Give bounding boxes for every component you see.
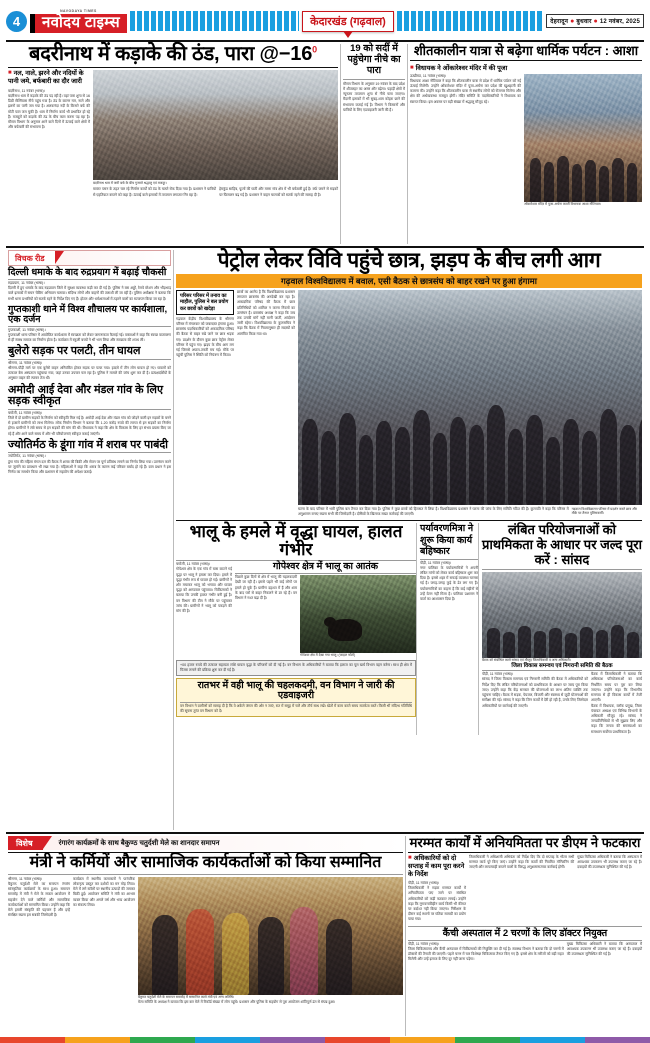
lead-col1-body: छात्रों का आरोप है कि विश्वविद्यालय प्रशासन लगातार छात्रसंघ की अनदेखी कर रहा है। अकादमिक परिषद की बैठक में छात्र प्रतिनिधियों को शामिल न करना नियमों का उल्लंघन है। छात्रसंघ अध्यक्ष ने कहा कि जब तक उनकी मांगें नहीं मानी जातीं, आंदोलन जारी रहेगा। विश्वविद्यालय के कुलसचिव ने कहा कि बैठक में नियमानुसार ही सदस्यों को आमंत्रित किया गया था।: [237, 290, 295, 336]
minister-body-3: मेला समिति के अध्यक्ष ने बताया कि इस बार मेले में रिकॉर्ड संख्या में लोग पहुंचे। प्रशासन और पुलिस के सहयोग से पूरा आयोजन शांतिपूर्ण ढंग से संपन्न हुआ।: [138, 1000, 336, 1005]
dateline-day: बुधवार: [576, 19, 592, 25]
minister-photo-figures: [138, 877, 403, 995]
bear-right: [235, 562, 416, 657]
story-temperature-forecast: [341, 44, 408, 244]
left-story-1-body: गुप्तकाशी थाना परिसर में आयोजित कार्यशाला में स्वच्छता को लेकर जागरूकता फैलाई गई। वक्ताओं ने कहा कि स्वच्छ वातावरण से ही स्वस्थ समाज का निर्माण होता है। कार्यक्रम में स्कूली बच्चों ने भी भाग लिया और स्वच्छता की शपथ ली।: [8, 332, 171, 343]
badrinath-col-1: [8, 70, 90, 198]
mp-body: सांसद ने जिला विकास समन्वय एवं निगरानी समिति की बैठक में अधिकारियों को निर्देश दिए कि लंबित परियोजनाओं को प्राथमिकता के आधार पर जल्द पूरा किया जाए। उन्होंने कहा कि केंद्र सरकार की योजनाओं का लाभ अंतिम व्यक्ति तक पहुंचना चाहिए। बैठक में सड़क, पेयजल, बिजली और स्वास्थ्य से जुड़ी योजनाओं की समीक्षा की गई। सांसद ने कहा कि जिन कार्यों में देरी हो रही है, उनके लिए जिम्मेदार अधिकारियों पर कार्रवाई की जाएगी।: [482, 677, 589, 708]
mp-photo-figures: [482, 572, 642, 658]
lead-photo-caption: गढ़वाल विश्वविद्यालय परिसर में प्रदर्शन करते छात्र और मौके पर तैनात पुलिसकर्मी।: [571, 507, 637, 516]
left-rail-label: विचक रीड: [9, 251, 55, 265]
left-rail-story-0: [8, 268, 171, 302]
story-university-protest: [176, 250, 642, 517]
left-story-3-byline: चमोली, 11 नवंबर (भाषा)।: [8, 410, 43, 415]
yatra-headline: शीतकालीन यात्रा से बढ़ेगा धार्मिक पर्यटन : आशा: [413, 43, 639, 58]
left-story-4-headline: ज्योतिर्मठ के डूंगा गांव में शराब पर पाबंदी: [8, 438, 169, 451]
yatra-photo-figures: [524, 74, 642, 202]
dm-col-3: [577, 855, 642, 923]
lead-col-1: [237, 290, 295, 517]
dm-headline: मरम्मत कार्यों में अनियमितता पर डीएम ने फटकारा: [409, 835, 641, 850]
minister-photo: [138, 877, 403, 995]
left-story-0-byline: रुद्रप्रयाग, 11 नवंबर (भाषा)।: [8, 280, 45, 285]
badrinath-mid-body: मास्टर प्लान के तहत चल रहे निर्माण कार्यों को ठंड के चलते रोक दिया गया है। प्रशासन ने यात्रियों से एहतियात बरतने को कहा है। ऊंचाई वाले इलाकों में तापमान लगातार गिर रहा है।: [93, 187, 217, 197]
dm-col-1: [408, 855, 466, 923]
bear-body: गोपेश्वर क्षेत्र के एक गांव में घास काटने गई वृद्धा पर भालू ने हमला कर दिया। हमले में वृद्धा गंभीर रूप से घायल हो गई। ग्रामीणों ने शोर मचाकर भालू को भगाया और घायल वृद्धा को अस्पताल पहुंचाया। चिकित्सकों ने बताया कि उनकी हालत गंभीर बनी हुई है। वन विभाग की टीम ने मौके पर पहुंचकर जांच की। ग्रामीणों ने भालू को पकड़ने की मांग की है।: [176, 567, 232, 613]
dm-body-3: मुख्य चिकित्सा अधिकारी ने बताया कि अस्पताल में आवश्यक उपकरण भी उपलब्ध कराए जा रहे हैं। दवाइयों की उपलब्धता सुनिश्चित की गई है।: [577, 854, 642, 870]
badrinath-col-2: [93, 187, 216, 197]
lead-photo-col: [298, 290, 642, 517]
lead-col-2: [298, 507, 569, 517]
mp-byline: पौड़ी, 11 नवंबर (भाषा)।: [482, 672, 514, 677]
mp-subhead: जिला विकास समन्वय एवं निगरानी समिति की बैठक: [511, 662, 613, 669]
minister-headline: मंत्री ने कर्मियों और सामाजिक कार्यकर्ताओं को किया सम्मानित: [29, 854, 382, 871]
bottom-kicker: रंगारंग कार्यक्रमों के साथ बैकुण्ठ चतुर्दशी मेले का शानदार समापन: [58, 839, 220, 847]
env-headline: पर्यावरणमित्रा ने शुरू किया कार्य बहिष्कार: [420, 523, 474, 558]
decorative-bars-right: [397, 11, 543, 31]
left-story-3-headline: अमोदी आई देवा और मंडल गांव के लिए सड़क स्वीकृत: [8, 383, 164, 408]
forecast-rule: [343, 79, 405, 80]
masthead: [6, 0, 644, 38]
left-story-1-headline: गुप्तकाशी थाने में विश्व शौचालय पर कार्यशाला, एक दर्जन: [8, 303, 168, 325]
badrinath-col3-body: हेमकुंड साहिब, फूलों की घाटी और माणा गांव क्षेत्र में भी बर्फबारी हुई है। बर्फ जमने से सड़कों पर फिसलन बढ़ गई है। प्रशासन ने वाहन चालकों को सतर्क रहने की सलाह दी है।: [219, 187, 338, 197]
dm-body: जिलाधिकारी ने सड़क मरम्मत कार्यों में अनियमितता पाए जाने पर संबंधित अधिकारियों को कड़ी फटकार लगाई। उन्होंने कहा कि गुणवत्ताविहीन कार्य किसी भी कीमत पर बर्दाश्त नहीं किया जाएगा। निरीक्षण के दौरान कई स्थानों पर घटिया सामग्री का प्रयोग पाया गया।: [408, 886, 466, 922]
dateline-city: देहरादून: [550, 19, 569, 25]
left-rail-story-2: [8, 346, 171, 381]
bear-photo-col: [300, 575, 416, 657]
minister-byline: श्रीनगर, 11 नवंबर (भाषा)।: [8, 876, 43, 881]
left-story-2-headline: बुलेरो सड़क पर पलटी, तीन घायल: [8, 345, 141, 358]
yatra-byline: ऊखीमठ, 11 नवंबर (भाषा)।: [410, 73, 447, 78]
lead-box-head: परिसर परिसर में तनाव का माहौल, पुलिस ने बल प्रयोग कर छात्रों को खदेड़ा: [180, 293, 229, 312]
lead-headline: पेट्रोल लेकर विवि पहुंचे छात्र, झड़प के बीच लगी आग: [217, 249, 601, 272]
dateline-date: 12 नवंबर, 2025: [599, 19, 640, 25]
dm-sub-headline: कैंची अस्पताल में 2 चरणों के लिए डॉक्टर नियुक्त: [442, 927, 608, 939]
dm-sub-col-1: [408, 942, 564, 963]
minister-photo-col: [138, 877, 403, 1006]
minister-body-2: कार्यक्रम में स्थानीय कलाकारों ने पारंपरिक लोकनृत्य प्रस्तुत कर दर्शकों का मन मोह लिया। मेले में लगे स्टॉलों पर स्थानीय उत्पादों की जमकर बिक्री हुई। आयोजन समिति ने मंत्री का आभार व्यक्त किया और अगले वर्ष और भव्य आयोजन का संकल्प लिया।: [73, 876, 135, 907]
center-right-region: [174, 250, 644, 830]
badrinath-col-3: [219, 187, 338, 197]
left-story-4-body: डूंगा गांव की महिला मंगल दल की बैठक में शराब की बिक्री और सेवन पर पूर्ण प्रतिबंध लगाने का निर्णय लिया गया। उल्लंघन करने पर जुर्माने का प्रावधान भी रखा गया है। महिलाओं ने कहा कि शराब के कारण कई परिवार बर्बाद हो रहे हैं। ग्राम प्रधान ने इस निर्णय का समर्थन किया और प्रशासन से सहयोग की अपेक्षा जताई।: [8, 459, 171, 474]
dm-sub-body-2: मुख्य चिकित्सा अधिकारी ने बताया कि अस्पताल में आवश्यक उपकरण भी उपलब्ध कराए जा रहे हैं। दवाइयों की उपलब्धता सुनिश्चित की गई है।: [566, 941, 642, 957]
story-bear-attack: [176, 523, 417, 734]
forecast-body: मौसम विभाग के अनुसार 19 नवंबर के बाद प्रदेश में शीतलहर का असर और बढ़ेगा। पहाड़ी क्षेत्रों में न्यूनतम तापमान शून्य से नीचे चला जाएगा। मैदानी इलाकों में भी सुबह-शाम कोहरा छाने की संभावना जताई गई है। विभाग ने किसानों और यात्रियों के लिए एडवाइजरी जारी की है।: [343, 81, 405, 112]
bear-byline: चमोली, 11 नवंबर (भाषा)।: [176, 562, 211, 567]
bear-col-2: [235, 575, 297, 657]
bear-photo: [300, 575, 416, 653]
story-mp-projects: [482, 523, 642, 734]
bear-quote-body: +00 हजार रुपये की तत्काल सहायता राशि घायल वृद्धा के परिजनों को दी गई है। वन विभाग के अधिकारियों ने बताया कि इलाज का पूरा खर्च विभाग वहन करेगा। साथ ही क्षेत्र में पिंजरा लगाने की प्रक्रिया शुरू कर दी गई है।: [180, 662, 412, 672]
yatra-text-col: [410, 74, 521, 206]
top-band-rule: [6, 246, 644, 248]
lead-box-body: गढ़वाल केंद्रीय विश्वविद्यालय के श्रीनगर परिसर में मंगलवार को जबरदस्त हंगामा हुआ। छात्रसंघ पदाधिकारियों को अकादमिक परिषद की बैठक से बाहर रखे जाने पर छात्र भड़क गए। प्रदर्शन के दौरान कुछ छात्र पेट्रोल लेकर परिसर में पहुंच गए। झड़प के बीच आग लग गई जिससे अफरा-तफरी मच गई। मौके पर पहुंची पुलिस ने स्थिति को नियंत्रण में किया।: [176, 316, 234, 358]
badrinath-kicker: ■ नल, नाले, झरने और नदियों के पानी जमे, बर्फबारी का दौर जारी: [8, 70, 90, 87]
left-story-4-byline: ज्योतिर्मठ, 11 नवंबर (भाषा)।: [8, 454, 46, 459]
top-band: [6, 44, 644, 244]
story-dm-reprimand: [406, 836, 644, 1036]
logo-hindi-name: नवोदय टाइम्स: [30, 14, 127, 33]
bottom-section-head[interactable]: [8, 836, 403, 850]
bear-headline: भालू के हमले में वृद्धा घायल, हालत गंभीर: [189, 522, 403, 560]
left-story-1-byline: गुप्तकाशी, 11 नवंबर (भाषा)।: [8, 327, 46, 332]
bear-highlight-head: रातभर में वही भालू की चहलकदमी, वन विभाग ने जारी की एडवाइजरी: [197, 679, 395, 701]
badrinath-photo: [93, 70, 338, 180]
bear-highlight-box: [176, 678, 416, 717]
bottom-color-strip: [0, 1037, 650, 1043]
mp-headline: लंबित परियोजनाओं को प्राथमिकता के आधार पर जल्द पूरा करें : सांसद: [482, 522, 642, 567]
left-rail-story-4: [8, 440, 171, 475]
bear-body-2: पिछले कुछ दिनों से क्षेत्र में भालू की चहलकदमी देखी जा रही है। इससे पहले भी कई लोगों पर हमले हो चुके हैं। ग्रामीण दहशत में हैं और शाम के बाद घरों से बाहर निकलने से डर रहे हैं। वन विभाग ने गश्त बढ़ा दी है।: [235, 575, 297, 600]
dateline-sep-2: ●: [593, 18, 598, 25]
minister-col-2: [73, 877, 135, 1006]
left-story-2-body: श्रीनगर-पौड़ी मार्ग पर एक बुलेरो वाहन अनियंत्रित होकर सड़क पर पलट गया। हादसे में तीन लोग घायल हो गए। घायलों को तत्काल बेस अस्पताल पहुंचाया गया, जहां उनका उपचार चल रहा है। पुलिस ने मामले की जांच शुरू कर दी है। प्रत्यक्षदर्शियों के अनुसार वाहन की रफ्तार तेज थी।: [8, 366, 171, 381]
badrinath-photo-caption: बदरीनाथ धाम में जमी बर्फ के बीच गुजरते श्रद्धालु एवं मजदूर।: [93, 181, 167, 185]
lead-photo-figures: [298, 290, 642, 505]
mp-photo: [482, 572, 642, 658]
masthead-rule: [6, 40, 644, 42]
bear-highlight-body: वन विभाग ने ग्रामीणों को सलाह दी है कि वे अकेले जंगल की ओर न जाएं, रात में समूह में चलें और टॉर्च साथ रखें। खेतों में काम करते समय सतर्कता बरतें। किसी भी संदिग्ध गतिविधि की सूचना तुरंत वन विभाग को दें।: [180, 703, 412, 714]
special-label: विशेष: [8, 836, 43, 850]
yatra-photo: [524, 74, 642, 202]
middle-band: [6, 250, 644, 830]
badrinath-byline: बदरीनाथ, 11 नवंबर (भाषा)।: [8, 88, 46, 93]
yatra-kicker: ■ विधायक ने ओंकारेश्वर मंदिर में की पूजा: [410, 63, 642, 72]
story-winter-yatra: [408, 44, 644, 244]
bottom-band: [6, 836, 644, 1036]
dm-sub-body: जिला चिकित्सालय और कैंची अस्पताल में चिकित्सकों की नियुक्ति कर दी गई है। स्वास्थ्य विभाग ने बताया कि दो चरणों में डॉक्टरों की तैनाती की जाएगी। पहले चरण में चार विशेषज्ञ चिकित्सक तैनात किए गए हैं। इससे क्षेत्र के मरीजों को बड़ी राहत मिलेगी और उन्हें इलाज के लिए दूर नहीं जाना पड़ेगा।: [408, 946, 564, 962]
story-minister-felicitation: [6, 836, 406, 1036]
bear-photo-caption: गोपेश्वर क्षेत्र में देखा गया भालू। (फाइल फोटो): [300, 653, 356, 658]
yatra-rule: [410, 60, 642, 61]
left-rail-story-1: [8, 305, 171, 344]
logo-latin-name: NAVODAYA TIMES: [60, 9, 97, 14]
decorative-bars-left: [130, 11, 299, 31]
minister-photo-caption: बैकुण्ठ चतुर्दशी मेले के समापन समारोह में सम्मानित करते मंत्री एवं अन्य अतिथि।: [138, 994, 235, 999]
lead-photo: [298, 290, 642, 505]
page-number-badge: 4: [6, 11, 27, 32]
lead-col2-body: घटना के बाद परिसर में भारी पुलिस बल तैनात कर दिया गया है। पुलिस ने कुछ छात्रों को हिरासत में लिया है। विश्वविद्यालय प्रशासन ने घटना की जांच के लिए समिति गठित की है। कुलपति ने कहा कि परिसर में अनुशासन बनाए रखना सभी की जिम्मेदारी है। दोषियों के खिलाफ सख्त कार्रवाई की जाएगी।: [298, 507, 569, 517]
mp-col-2: [591, 672, 642, 734]
dateline: [546, 14, 644, 28]
left-story-0-body: दिल्ली में हुए धमाके के बाद रुद्रप्रयाग जिले में सुरक्षा व्यवस्था कड़ी कर दी गई है। पुलिस ने बस अड्डों, रेलवे स्टेशन और भीड़भाड़ वाले इलाकों में सघन चेकिंग अभियान चलाया। संदिग्ध लोगों और वाहनों की तलाशी ली जा रही है। पुलिस अधीक्षक ने बताया कि सभी थाना प्रभारियों को सतर्क रहने के निर्देश दिए गए हैं। होटल और धर्मशालाओं में ठहरने वालों का सत्यापन किया जा रहा है।: [8, 286, 171, 301]
dm-kicker: ■ अधिकारियों को दो सप्ताह में काम पूरा करने के निर्देश: [408, 855, 466, 879]
lead-col-box: [176, 290, 234, 517]
yatra-photo-col: [524, 74, 642, 206]
lead-caption-col: [572, 507, 642, 517]
publication-logo[interactable]: [30, 9, 127, 33]
badrinath-rule: [8, 67, 338, 68]
dm-sub-col-2: [567, 942, 642, 963]
story-sanitation-strike: [420, 523, 479, 734]
left-rail-section-head[interactable]: [8, 250, 171, 266]
edition-tag: केदारखंड (गढ़वाल): [302, 11, 394, 32]
badrinath-body: बदरीनाथ धाम में कड़ाके की ठंड पड़ रही है। यहां पारा शून्य से 16 डिग्री सेल्सियस नीचे पहुंच गया है। ठंड के कारण नल, नाले और झरनों का पानी जम गया है। अलकनंदा नदी के किनारे बर्फ की मोटी परत जम चुकी है। धाम में निर्माण कार्य भी प्रभावित हो रहे हैं। मजदूरों को कड़ाके की ठंड के बीच काम करना पड़ रहा है। मौसम विभाग के अनुसार आने वाले दिनों में ऊंचाई वाले क्षेत्रों में और बर्फबारी की संभावना है।: [8, 94, 90, 130]
story-badrinath-cold: [6, 44, 341, 244]
env-body: नगर पालिका के पर्यावरणमित्रों ने अपनी लंबित मांगों को लेकर कार्य बहिष्कार शुरू कर दिया है। इससे शहर में सफाई व्यवस्था चरमरा गई है। जगह-जगह कूड़े के ढेर लग गए हैं। पर्यावरणमित्रों का कहना है कि कई महीनों से उन्हें वेतन नहीं मिला है। पालिका प्रशासन ने वार्ता का आश्वासन दिया है।: [420, 565, 478, 602]
lower-middle-row: [176, 523, 642, 734]
badrinath-headline: बदरीनाथ में कड़ाके की ठंड, पारा $@-16^0$: [29, 43, 317, 65]
bear-quote-box: [176, 660, 416, 676]
mp-body-2: बैठक में जिलाधिकारी ने बताया कि अधिकांश परियोजनाओं का कार्य निर्धारित समय पर पूरा कर लिया जाएगा। उन्होंने कहा कि विभागीय समन्वय से ही विकास कार्यों में तेजी आएगी।: [591, 672, 642, 703]
mp-right-body: बैठक में विधायक, ब्लॉक प्रमुख, जिला पंचायत अध्यक्ष एवं विभिन्न विभागों के अधिकारी मौजूद रहे। सांसद ने जनप्रतिनिधियों से भी सुझाव लिए और कहा कि जनता की समस्याओं का समाधान सर्वोच्च प्राथमिकता है।: [591, 703, 642, 734]
forecast-headline: 19 को सर्दी में पहुंचेगा नीचे का पारा: [347, 43, 401, 76]
mp-col-1: [482, 672, 588, 734]
bear-col-1: [176, 562, 232, 657]
left-rail-story-3: [8, 385, 171, 437]
degree-symbol: 0: [312, 44, 317, 55]
minister-body: बैकुण्ठ चतुर्दशी मेले का समापन रंगारंग सांस्कृतिक कार्यक्रमों के साथ हुआ। समापन समारोह में मंत्री ने मेले के सफल आयोजन में सहयोग देने वाले कर्मियों और सामाजिक कार्यकर्ताओं को सम्मानित किया। उन्होंने कहा कि मेले हमारी संस्कृति की पहचान हैं और इन्हें संरक्षित रखना हम सबकी जिम्मेदारी है।: [8, 882, 70, 918]
left-story-3-body: जिले में दो ग्रामीण सड़कों के निर्माण को स्वीकृति मिल गई है। अमोदी आई देवा और मंडल गांव को जोड़ने वाली इन सड़कों के बनने से हजारों ग्रामीणों को लाभ मिलेगा। लोक निर्माण विभाग ने बताया कि 1.20 करोड़ रुपये की लागत से इन सड़कों का निर्माण होगा। ग्रामीणों ने लंबे समय से इन सड़कों की मांग की थी। विधायक ने कहा कि क्षेत्र के विकास के लिए हर संभव प्रयास किए जा रहे हैं और आने वाले समय में और भी परियोजनाएं स्वीकृत कराई जाएंगी।: [8, 415, 172, 436]
badrinath-photo-col: [93, 70, 338, 198]
middle-band-rule: [6, 832, 644, 834]
env-byline: पौड़ी, 11 नवंबर (भाषा)।: [420, 560, 452, 565]
left-story-2-byline: श्रीनगर, 11 नवंबर (भाषा)।: [8, 360, 43, 365]
dm-col-2: [469, 855, 574, 923]
dateline-sep-1: ●: [570, 18, 575, 25]
mp-photo-caption: बैठक को संबोधित करते सांसद एवं मौजूद जिलाधिकारी व अन्य अधिकारी।: [482, 658, 571, 663]
dm-byline: पौड़ी, 11 नवंबर (भाषा)।: [408, 881, 440, 886]
yatra-body: विधायक आशा नौटियाल ने कहा कि शीतकालीन यात्रा से प्रदेश में धार्मिक पर्यटन को नई ऊंचाई मिलेगी। उन्होंने ओंकारेश्वर मंदिर में पूजा-अर्चना कर प्रदेश की खुशहाली की कामना की। उन्होंने कहा कि शीतकालीन यात्रा से स्थानीय लोगों को रोजगार मिलेगा और क्षेत्र की अर्थव्यवस्था मजबूत होगी। मंदिर समिति के पदाधिकारियों ने विधायक का स्वागत किया। इस अवसर पर बड़ी संख्या में श्रद्धालु मौजूद रहे।: [410, 78, 521, 104]
dm-body-2: जिलाधिकारी ने अधिशासी अभियंता को निर्देश दिए कि दो सप्ताह के भीतर सभी मरम्मत कार्य पूरे किए जाएं। उन्होंने कहा कि कार्यों की नियमित मॉनिटरिंग की जाएगी और लापरवाही बरतने वालों के विरुद्ध अनुशासनात्मक कार्रवाई होगी।: [469, 854, 575, 870]
left-rail: [6, 250, 174, 830]
dm-sub-byline: पौड़ी, 11 नवंबर (भाषा)।: [408, 941, 440, 946]
left-story-0-headline: दिल्ली धमाके के बाद रुद्रप्रयाग में बढ़ाई चौकसी: [8, 267, 167, 278]
bear-subhead: गोपेश्वर क्षेत्र में भालू का आतंक: [272, 561, 379, 573]
yatra-photo-caption: ओंकारेश्वर मंदिर में पूजा-अर्चना करतीं विधायक आशा नौटियाल।: [524, 201, 602, 206]
minister-col-1: [8, 877, 70, 1006]
lead-subhead: गढ़वाल विश्वविद्यालय में बवाल, एसी बैठक से छात्रसंघ को बाहर रखने पर हुआ हंगामा: [176, 274, 642, 288]
